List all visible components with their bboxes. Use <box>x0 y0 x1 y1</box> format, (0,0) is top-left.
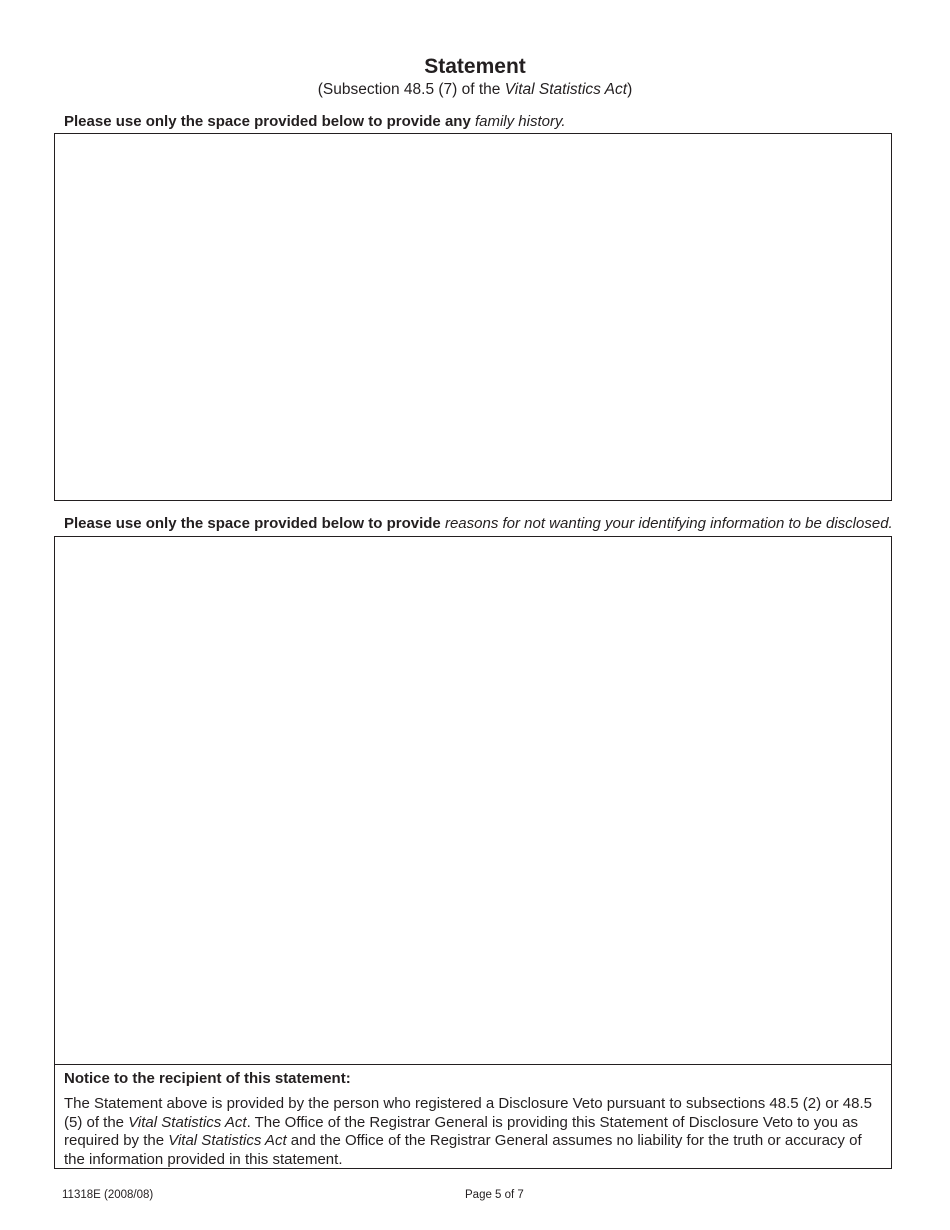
notice-body-part1: The Statement above is provided by the person who registered a Disclosure Veto pursuant to subsections 48.5 (2) or 48.5 (5) of the <box>64 1095 872 1131</box>
notice-body <box>64 1095 882 1169</box>
reasons-instruction-italic: reasons for not wanting your identifying information to be disclosed. <box>444 515 893 532</box>
subtitle-prefix: (Subsection 48.5 (7) of the <box>317 81 505 98</box>
notice-body-part3: and the Office of the Registrar General assumes no liability for the truth or accuracy of the information provided in this statement. <box>64 1132 862 1168</box>
family-history-field[interactable] <box>54 133 892 501</box>
family-history-instruction <box>64 112 566 131</box>
recipient-notice <box>55 1064 891 1168</box>
subtitle-act-name: Vital Statistics Act <box>504 81 628 98</box>
family-history-instruction-italic: family history. <box>474 113 566 130</box>
subtitle-suffix: ) <box>627 81 633 98</box>
reasons-instruction-bold: Please use only the space provided below to provide <box>64 515 445 532</box>
form-number: 11318E (2008/08) <box>62 1189 154 1201</box>
page-subtitle <box>0 80 950 100</box>
reasons-field[interactable] <box>54 536 892 1169</box>
notice-heading: Notice to the recipient of this statement: <box>64 1070 351 1087</box>
reasons-instruction <box>64 514 893 533</box>
notice-body-act1: Vital Statistics Act <box>128 1113 247 1131</box>
notice-body-part2: . The Office of the Registrar General is providing this Statement of Disclosure Veto to you as required by the <box>64 1113 858 1150</box>
page-title: Statement <box>424 55 526 78</box>
page-number: Page 5 of 7 <box>465 1189 524 1201</box>
notice-body-act2: Vital Statistics Act <box>168 1132 287 1150</box>
family-history-instruction-bold: Please use only the space provided below to provide any <box>64 113 475 130</box>
